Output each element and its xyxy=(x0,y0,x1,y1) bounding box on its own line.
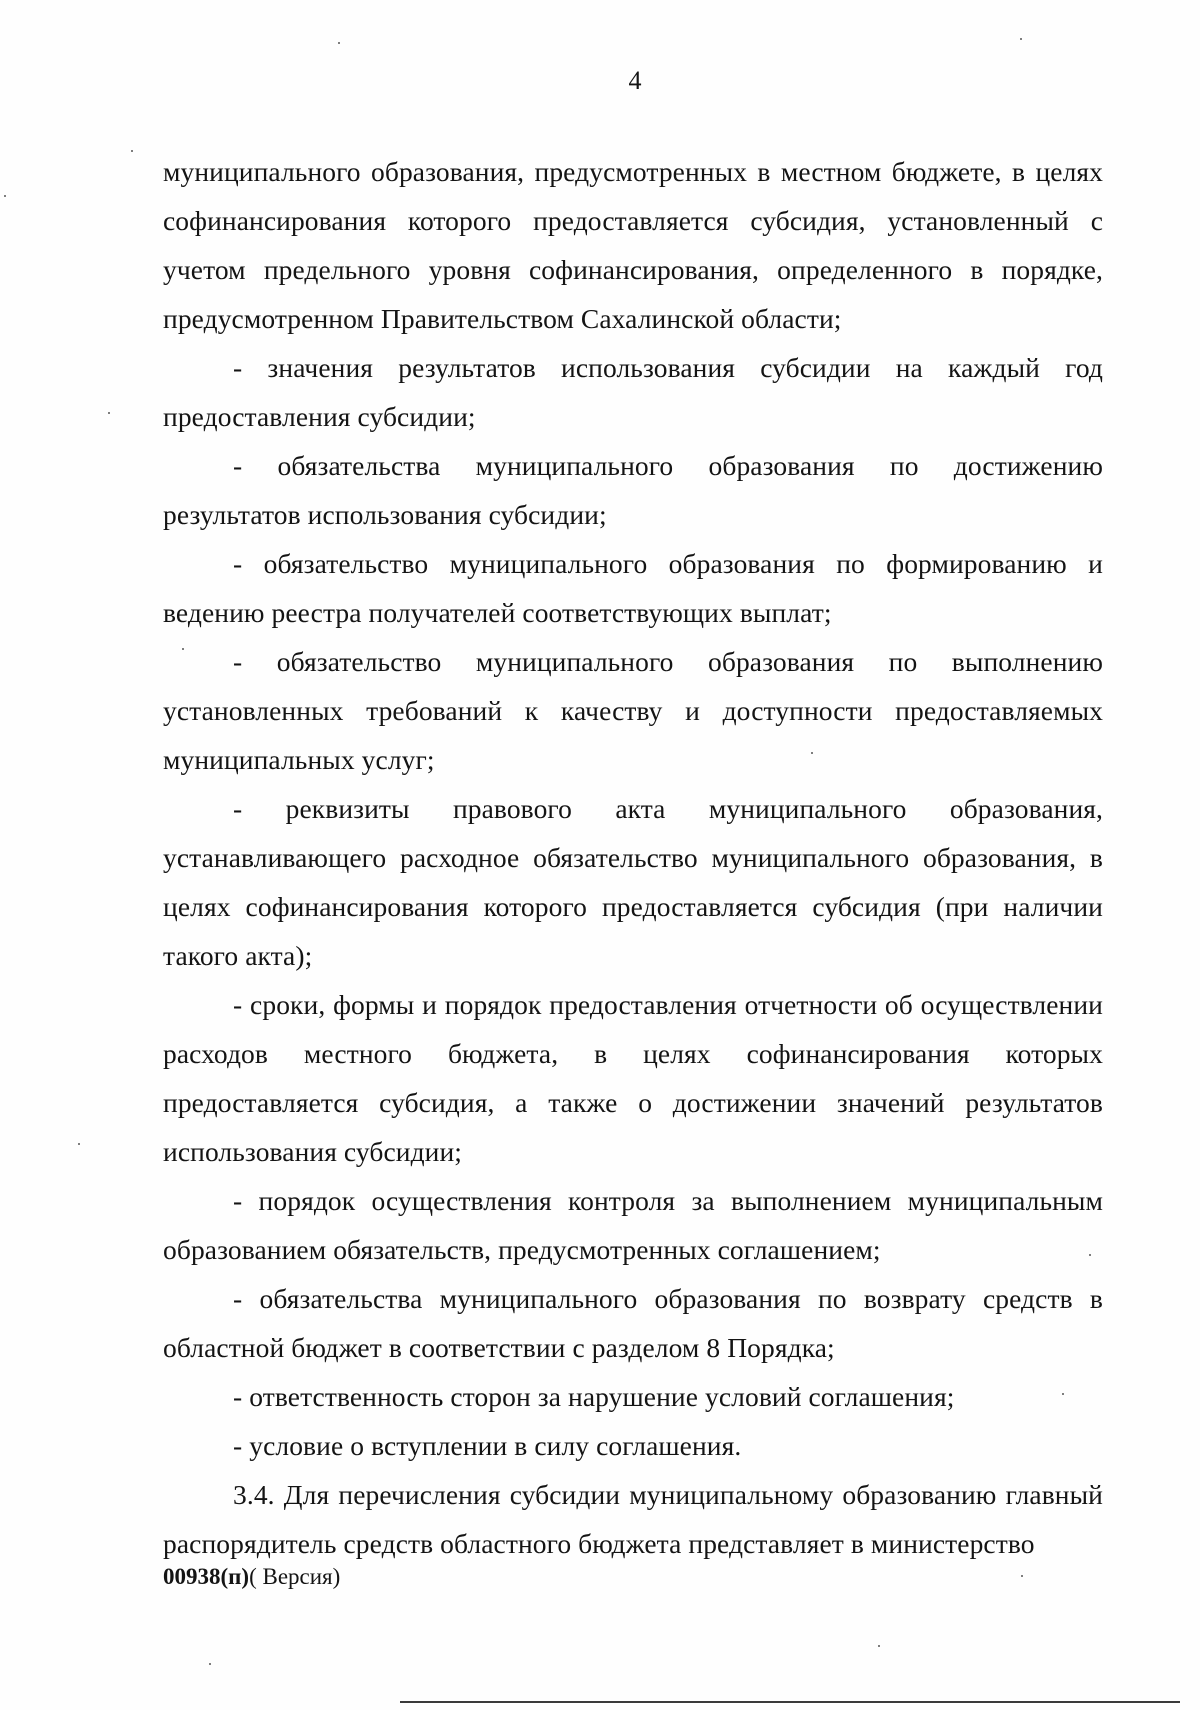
document-code xyxy=(163,1562,340,1592)
document-code-version: ( Версия) xyxy=(249,1564,341,1589)
section-paragraph: 3.4. Для перечисления субсидии муниципальному образованию главный распорядитель средств областного бюджета представляет в министерство xyxy=(163,1479,1103,1559)
scan-edge-line xyxy=(400,1701,1180,1703)
list-item: - обязательство муниципального образования по формированию и ведению реестра получателей соответствующих выплат; xyxy=(163,548,1103,628)
page-number: 4 xyxy=(628,66,642,95)
scan-speck xyxy=(1062,1393,1064,1395)
list-item: - порядок осуществления контроля за выполнением муниципальным образованием обязательств, предусмотренных соглашением; xyxy=(163,1185,1103,1265)
scan-speck xyxy=(1089,1254,1091,1256)
scan-speck xyxy=(209,1663,211,1665)
scan-speck xyxy=(338,42,340,44)
scan-speck xyxy=(1020,38,1022,40)
scan-speck xyxy=(878,1645,880,1647)
scan-speck xyxy=(131,150,133,152)
list-item: - условие о вступлении в силу соглашения. xyxy=(233,1430,742,1461)
scan-speck xyxy=(1021,1575,1023,1577)
scan-speck xyxy=(108,412,110,414)
scan-speck xyxy=(811,752,813,754)
document-code-number: 00938(п) xyxy=(163,1564,250,1589)
list-item: - обязательства муниципального образования по возврату средств в областной бюджет в соответствии с разделом 8 Порядка; xyxy=(163,1283,1103,1363)
list-item: - ответственность сторон за нарушение условий соглашения; xyxy=(233,1381,955,1412)
scan-speck xyxy=(182,648,184,650)
scan-speck xyxy=(78,1143,80,1145)
list-item: - сроки, формы и порядок предоставления отчетности об осуществлении расходов местного бюджета, в целях софинансирования которых предоставляется субсидия, а также о достижении значений результатов использования субсидии; xyxy=(163,989,1103,1167)
list-item: - реквизиты правового акта муниципального образования, устанавливающего расходное обязательство муниципального образования, в целях софинансирования которого предоставляется субсидия (при наличии такого акта); xyxy=(163,793,1103,971)
list-item: - обязательство муниципального образования по выполнению установленных требований к качеству и доступности предоставляемых муниципальных услуг; xyxy=(163,646,1103,775)
paragraph-continuation: муниципального образования, предусмотренных в местном бюджете, в целях софинансирования которого предоставляется субсидия, установленный с учетом предельного уровня софинансирования, определенного в порядке, предусмотренном Правительством Сахалинской области; xyxy=(163,156,1103,334)
list-item: - обязательства муниципального образования по достижению результатов использования субсидии; xyxy=(163,450,1103,530)
list-item: - значения результатов использования субсидии на каждый год предоставления субсидии; xyxy=(163,352,1103,432)
body-text xyxy=(163,147,1103,1568)
scan-speck xyxy=(4,195,6,197)
